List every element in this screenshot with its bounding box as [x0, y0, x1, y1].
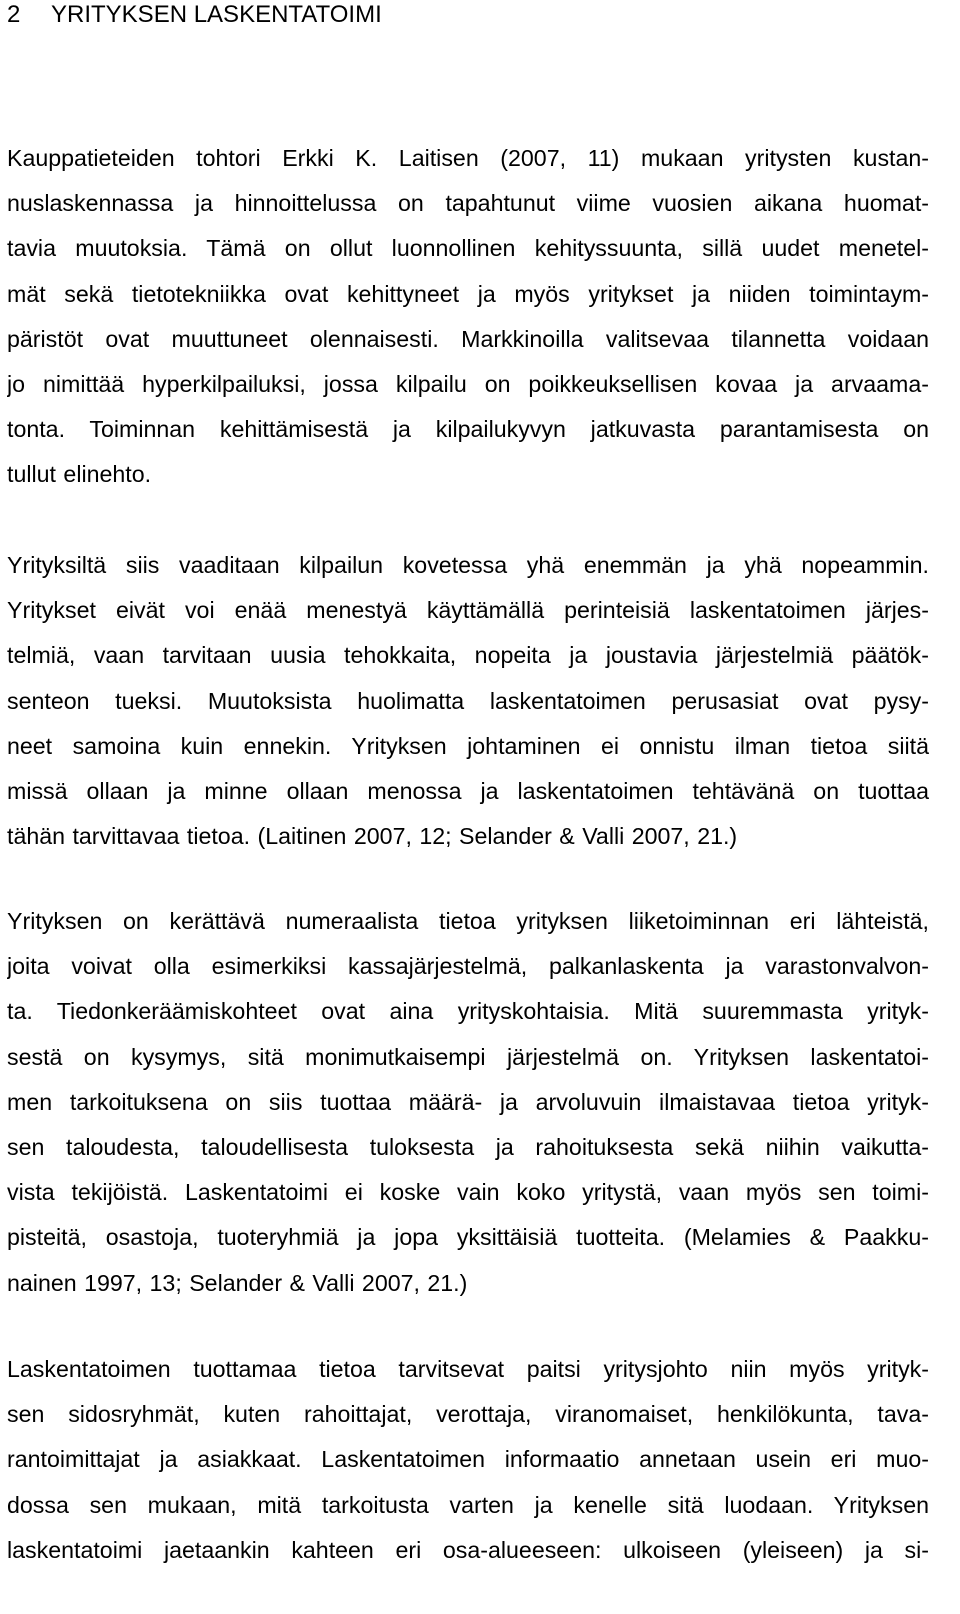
paragraph [7, 136, 929, 498]
text-line: pisteitä, osastoja, tuoteryhmiä ja jopa yksittäisiä tuotteita. (Melamies & Paakku- [7, 1224, 929, 1251]
text-line: neet samoina kuin ennekin. Yrityksen johtaminen ei onnistu ilman tietoa siitä [7, 732, 929, 759]
text-line: men tarkoituksena on siis tuottaa määrä- ja arvoluvuin ilmaistavaa tietoa yrityk- [7, 1088, 929, 1115]
text-line: sestä on kysymys, sitä monimutkaisempi järjestelmä on. Yrityksen laskentatoi- [7, 1043, 929, 1070]
text-line: Kauppatieteiden tohtori Erkki K. Laitisen (2007, 11) mukaan yritysten kustan- [7, 145, 929, 171]
text-line: Yrityksen on kerättävä numeraalista tietoa yrityksen liiketoiminnan eri lähteistä, [7, 908, 929, 934]
text-line: senteon tueksi. Muutoksista huolimatta laskentatoimen perusasiat ovat pysy- [7, 687, 929, 714]
text-line: Yrityksiltä siis vaaditaan kilpailun kovetessa yhä enemmän ja yhä nopeammin. [7, 552, 929, 578]
paragraph [7, 1347, 929, 1573]
paragraph [7, 543, 929, 859]
text-line: nainen 1997, 13; Selander & Valli 2007, 21.) [7, 1269, 468, 1296]
text-line: telmiä, vaan tarvitaan uusia tehokkaita, nopeita ja joustavia järjestelmiä päätök- [7, 642, 929, 669]
text-line: vista tekijöistä. Laskentatoimi ei koske vain koko yritystä, vaan myös sen toimi- [7, 1179, 929, 1206]
text-line: laskentatoimi jaetaankin kahteen eri osa-alueeseen: ulkoiseen (yleiseen) ja si- [7, 1536, 929, 1563]
text-line: ta. Tiedonkeräämiskohteet ovat aina yrityskohtaisia. Mitä suuremmasta yrityk- [7, 998, 929, 1025]
text-line: dossa sen mukaan, mitä tarkoitusta varten ja kenelle sitä luodaan. Yrityksen [7, 1491, 929, 1518]
text-line: missä ollaan ja minne ollaan menossa ja laskentatoimen tehtävänä on tuottaa [7, 777, 929, 804]
text-line: tavia muutoksia. Tämä on ollut luonnollinen kehityssuunta, sillä uudet menetel- [7, 235, 929, 262]
text-line: nuslaskennassa ja hinnoittelussa on tapahtunut viime vuosien aikana huomat- [7, 190, 929, 217]
text-line: sen sidosryhmät, kuten rahoittajat, verottaja, viranomaiset, henkilökunta, tava- [7, 1401, 929, 1428]
text-line: joita voivat olla esimerkiksi kassajärjestelmä, palkanlaskenta ja varastonvalvon- [7, 953, 929, 980]
text-line: päristöt ovat muuttuneet olennaisesti. Markkinoilla valitsevaa tilannetta voidaan [7, 325, 929, 352]
text-line: tullut elinehto. [7, 461, 152, 488]
paragraph [7, 899, 929, 1306]
section-heading [7, 0, 382, 30]
section-title: YRITYKSEN LASKENTATOIMI [51, 1, 382, 28]
text-line: tähän tarvittavaa tietoa. (Laitinen 2007, 12; Selander & Valli 2007, 21.) [7, 823, 738, 850]
text-line: sen taloudesta, taloudellisesta tuloksesta ja rahoituksesta sekä niihin vaikutta- [7, 1133, 929, 1160]
section-number: 2 [7, 1, 21, 28]
text-line: Yritykset eivät voi enää menestyä käyttämällä perinteisiä laskentatoimen järjes- [7, 597, 929, 624]
text-line: Laskentatoimen tuottamaa tietoa tarvitsevat paitsi yritysjohto niin myös yrityk- [7, 1356, 929, 1382]
text-line: rantoimittajat ja asiakkaat. Laskentatoimen informaatio annetaan usein eri muo- [7, 1446, 929, 1473]
text-line: mät sekä tietotekniikka ovat kehittyneet ja myös yritykset ja niiden toimintaym- [7, 280, 929, 307]
text-line: tonta. Toiminnan kehittämisestä ja kilpailukyvyn jatkuvasta parantamisesta on [7, 416, 929, 443]
text-line: jo nimittää hyperkilpailuksi, jossa kilpailu on poikkeuksellisen kovaa ja arvaama- [7, 370, 929, 397]
